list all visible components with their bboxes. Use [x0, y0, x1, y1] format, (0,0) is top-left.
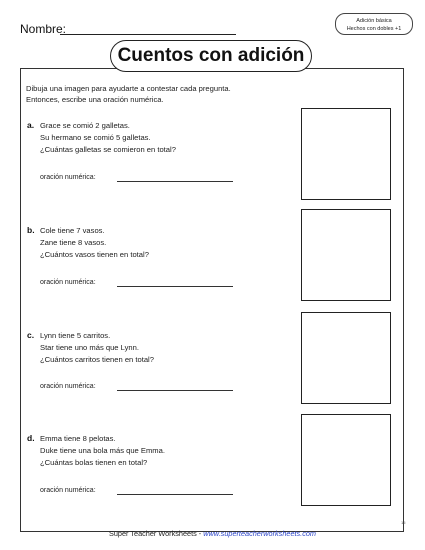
answer-label: oración numérica: [40, 487, 96, 494]
drawing-box[interactable] [301, 414, 391, 506]
question-text-line: Su hermano se comió 5 galletas. [40, 133, 151, 142]
drawing-box[interactable] [301, 312, 391, 404]
question-text-line: ¿Cuántas galletas se comieron en total? [40, 145, 176, 154]
footer-url-link[interactable]: www.superteacherworksheets.com [203, 529, 316, 538]
question-text-line: Emma tiene 8 pelotas. [40, 434, 116, 443]
answer-label: oración numérica: [40, 279, 96, 286]
footer-brand: Super Teacher Worksheets [109, 529, 197, 538]
question-text-line: Star tiene uno más que Lynn. [40, 343, 139, 352]
badge-line-1: Adición básica [356, 18, 392, 24]
question-text-line: Duke tiene una bola más que Emma. [40, 446, 165, 455]
drawing-box[interactable] [301, 108, 391, 200]
badge-line-2: Hechos con dobles +1 [346, 26, 402, 32]
name-label: Nombre: [20, 22, 67, 36]
footer-separator: - [196, 529, 204, 538]
question-letter: b. [27, 225, 35, 235]
instructions-line-1: Dibuja una imagen para ayudarte a contestar cada pregunta. [26, 84, 231, 93]
question-letter: a. [27, 120, 35, 130]
question-text-line: ¿Cuántos carritos tienen en total? [40, 355, 154, 364]
drawing-box[interactable] [301, 209, 391, 301]
question-text-line: ¿Cuántas bolas tienen en total? [40, 458, 148, 467]
footer [0, 529, 425, 538]
instructions-line-2: Entonces, escribe una oración numérica. [26, 95, 164, 104]
question-text-line: Zane tiene 8 vasos. [40, 238, 107, 247]
topic-badge [335, 13, 413, 35]
answer-label: oración numérica: [40, 174, 96, 181]
question-letter: d. [27, 433, 35, 443]
instructions [26, 83, 231, 105]
page-number: 15 [401, 520, 406, 525]
question-text-line: Cole tiene 7 vasos. [40, 226, 105, 235]
question-text-line: Lynn tiene 5 carritos. [40, 331, 111, 340]
answer-line[interactable] [117, 181, 233, 182]
answer-line[interactable] [117, 390, 233, 391]
name-field-line[interactable] [60, 34, 236, 35]
page-title: Cuentos con adición [110, 40, 312, 72]
answer-label: oración numérica: [40, 383, 96, 390]
answer-line[interactable] [117, 286, 233, 287]
question-text-line: Grace se comió 2 galletas. [40, 121, 130, 130]
answer-line[interactable] [117, 494, 233, 495]
question-text-line: ¿Cuántos vasos tienen en total? [40, 250, 149, 259]
question-letter: c. [27, 330, 35, 340]
